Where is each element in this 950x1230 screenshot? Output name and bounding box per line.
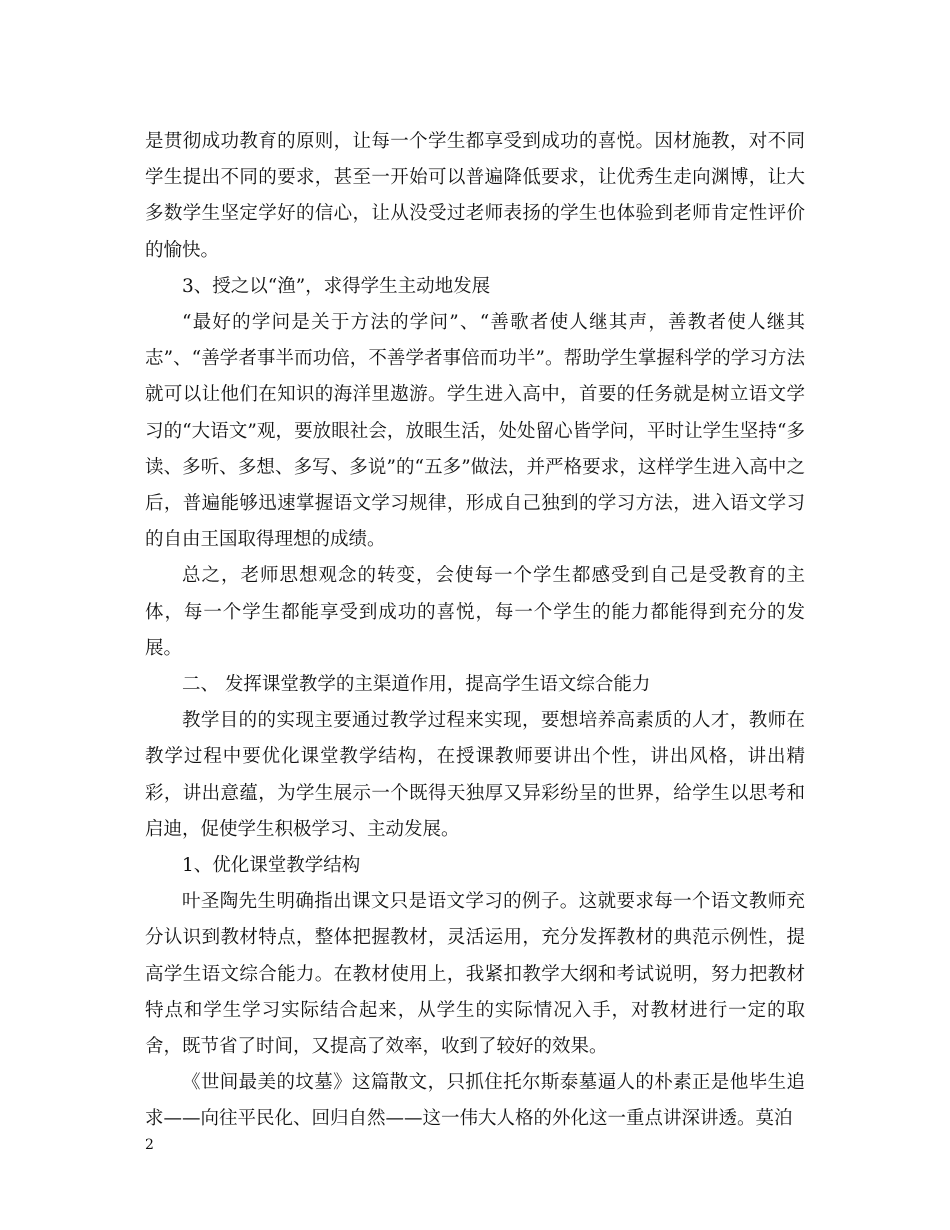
- paragraph: 教学目的的实现主要通过教学过程来实现，要想培养高素质的人才，教师在教学过程中要优化课堂教学结构，在授课教师要讲出个性，讲出风格，讲出精彩，讲出意蕴，为学生展示一个既得天独厚又异彩纷呈的世界，给学生以思考和启迪，促使学生积极学习、主动发展。: [145, 710, 805, 840]
- paragraph: 总之，老师思想观念的转变，会使每一个学生都感受到自己是受教育的主体，每一个学生都能享受到成功的喜悦，每一个学生的能力都能得到充分的发展。: [145, 565, 805, 659]
- paragraph: 是贯彻成功教育的原则，让每一个学生都享受到成功的喜悦。因材施教，对不同学生提出不同的要求，甚至一开始可以普遍降低要求，让优秀生走向渊博，让大多数学生坚定学好的信心，让从没受过老师表扬的学生也体验到老师肯定性评价的愉快。: [145, 131, 805, 261]
- section-heading: 3、授之以“渔”，求得学生主动地发展: [182, 275, 491, 297]
- paragraph: 叶圣陶先生明确指出课文只是语文学习的例子。这就要求每一个语文教师充分认识到教材特点，整体把握教材，灵活运用，充分发挥教材的典范示例性，提高学生语文综合能力。在教材使用上，我紧扣教学大纲和考试说明，努力把教材特点和学生学习实际结合起来，从学生的实际情况入手，对教材进行一定的取舍，既节省了时间，又提高了效率，收到了较好的效果。: [145, 891, 805, 1058]
- section-heading: 二、 发挥课堂教学的主渠道作用，提高学生语文综合能力: [182, 674, 651, 696]
- section-heading: 1、优化课堂教学结构: [182, 855, 361, 877]
- paragraph: “最好的学问是关于方法的学问”、“善歌者使人继其声，善教者使人继其志”、“善学者事半而功倍，不善学者事倍而功半”。帮助学生掌握科学的学习方法就可以让他们在知识的海洋里遨游。学生进入高中，首要的任务就是树立语文学习的“大语文”观，要放眼社会，放眼生活，处处留心皆学问，平时让学生坚持“多读、多听、多想、多写、多说”的“五多”做法，并严格要求，这样学生进入高中之后，普遍能够迅速掌握语文学习规律，形成自己独到的学习方法，进入语文学习的自由王国取得理想的成绩。: [145, 312, 805, 551]
- page-number: 2: [145, 1137, 154, 1153]
- paragraph: 《世间最美的坟墓》这篇散文，只抓住托尔斯泰墓逼人的朴素正是他毕生追求——向往平民化、回归自然——这一伟大人格的外化这一重点讲深讲透。莫泊: [145, 1072, 805, 1130]
- document-body: [145, 124, 805, 1138]
